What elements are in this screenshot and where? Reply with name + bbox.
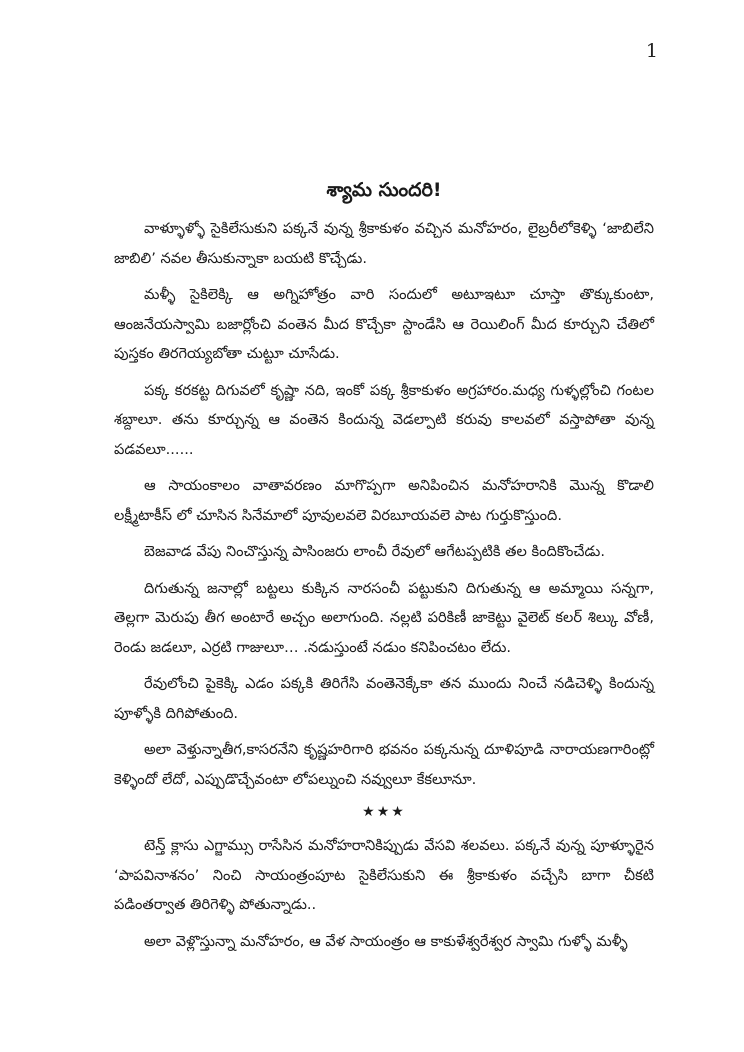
page-number: 1	[645, 40, 658, 62]
section-separator: ★★★	[362, 804, 406, 820]
paragraph: రేవులోంచి పైకెక్కి ఎడం పక్కకి తిరిగేసి వంతెనెక్కేకా తన ముందు నించే నడిచెళ్ళి కిందున్న పూళ్ళోకి దిగిపోతుంది.	[114, 675, 654, 722]
paragraph: అలా వెళ్లొస్తున్నా మనోహరం, ఆ వేళ సాయంత్రం ఆ కాకుళేశ్వరేశ్వర స్వామి గుళ్ళో మళ్ళీ	[144, 932, 628, 950]
paragraph: ఆ సాయంకాలం వాతావరణం మాగొప్పగా అనిపించిన మనోహరానికి మొన్న కొడాలి లక్ష్మీటాకీస్ లో చూసిన సినేమాలో పూవులవలె విరబూయవలె పాట గుర్తుకొస్తుంది.	[114, 477, 654, 524]
paragraph: టెన్త్ క్లాసు ఎగ్జామ్సు రాసేసిన మనోహరానికిప్పుడు వేసవి శలవలు. పక్కనే వున్న పూళ్ళూరైన ‘పాపవినాశనం’ నించి సాయంత్రంపూట సైకిలేసుకుని ఈ శ్రీకాకుళం వచ్చేసి బాగా చీకటి పడింతర్వాత తిరిగెళ్ళి పోతున్నాడు..	[114, 837, 654, 913]
paragraph: మళ్ళీ సైకిలెక్కి ఆ అగ్నిహోత్రం వారి సందులో అటూఇటూ చూస్తా తొక్కుకుంటా, ఆంజనేయస్వామి బజార్లోంచి వంతెన మీద కొచ్చేకా స్టాండేసి ఆ రెయిలింగ్ మీద కూర్చుని చేతిలో పుస్తకం తిరగెయ్యబోతా చుట్టూ చూసేడు.	[114, 286, 654, 362]
story-title: శ్యామ సుందరి!	[326, 179, 442, 201]
paragraph: దిగుతున్న జనాల్లో బట్టలు కుక్కిన నారసంచీ పట్టుకుని దిగుతున్న ఆ అమ్మాయి సన్నగా, తెల్లగా మెరుపు తీగ అంటారే అచ్చం అలాగుంది. నల్లటి పరికిణీ జాకెట్టు వైలెట్ కలర్ శిల్కు వోణీ, రెండు జడలూ, ఎర్రటి గాజులూ… .నడుస్తుంటే నడుం కనిపించటం లేదు.	[114, 579, 654, 656]
paragraph: పక్క కరకట్ట దిగువలో కృష్ణా నది, ఇంకో పక్క శ్రీకాకుళం అగ్రహారం.మధ్య గుళ్ళల్లోంచి గంటల శబ్దాలూ. తను కూర్చున్న ఆ వంతెన కిందున్న వెడల్పాటి కరువు కాలవలో వస్తాపోతా వున్న పడవలూ......	[114, 381, 654, 458]
paragraph: బెజవాడ వేపు నించొస్తున్న పాసింజరు లాంచీ రేవులో ఆగేటప్పటికి తల కిందికొంచేడు.	[144, 543, 605, 560]
paragraph: వాళ్ళూళ్ళో సైకిలేసుకుని పక్కనే వున్న శ్రీకాకుళం వచ్చిన మనోహరం, లైబ్రరీలోకెళ్ళి ‘జాబిలేని జాబిలి’ నవల తీసుకున్నాకా బయటి కొచ్చేడు.	[114, 220, 654, 267]
paragraph: అలా వెళ్తున్నాతీగ,కాసరనేని కృష్ణహరిగారి భవనం పక్కనున్న దూళిపూడి నారాయణగారింట్లో కెళ్ళిందో లేదో, ఎప్పుడొచ్చేవంటా లోపల్నుంచి నవ్వులూ కేకలూనూ.	[114, 741, 654, 788]
document-body	[114, 176, 654, 963]
